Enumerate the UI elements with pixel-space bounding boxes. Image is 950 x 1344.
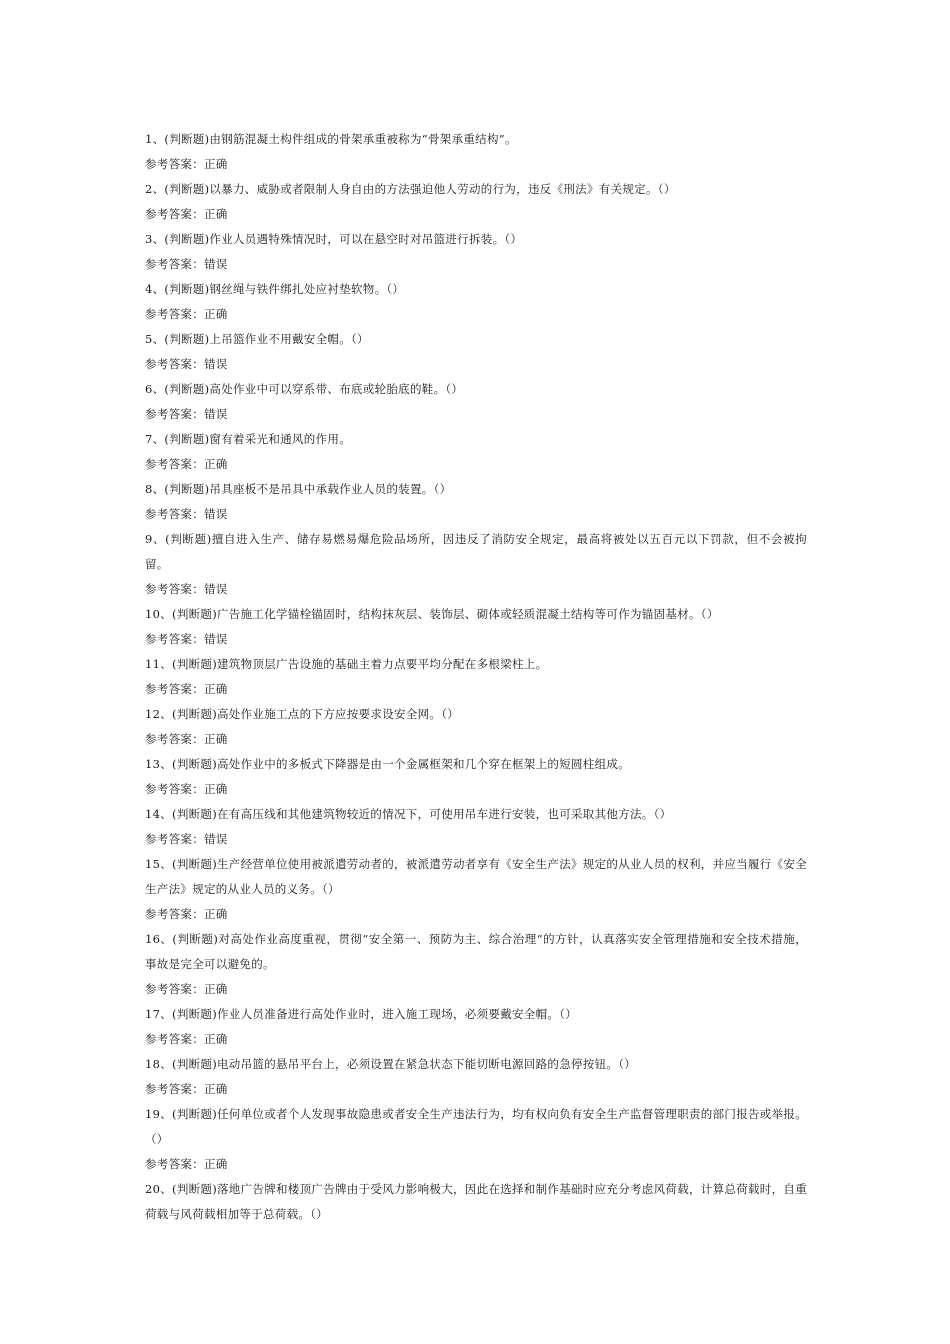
question-list: [145, 127, 807, 1227]
answer-prefix: 参考答案：: [145, 832, 204, 846]
answer-line: [145, 1027, 807, 1052]
answer-line: [145, 452, 807, 477]
answer-value: 正确: [204, 782, 228, 796]
answer-prefix: 参考答案：: [145, 507, 204, 521]
answer-line: [145, 977, 807, 1002]
question-text: 11、(判断题)建筑物顶层广告设施的基础主着力点要平均分配在多根梁柱上。: [145, 657, 548, 671]
question-text: 12、(判断题)高处作业施工点的下方应按要求设安全网。（）: [145, 707, 460, 721]
answer-line: [145, 252, 807, 277]
question-text: 17、(判断题)作业人员准备进行高处作业时，进入施工现场，必须要戴安全帽。（）: [145, 1007, 578, 1021]
question-text: 6、(判断题)高处作业中可以穿系带、布底或轮胎底的鞋。（）: [145, 382, 464, 396]
answer-value: 正确: [204, 157, 228, 171]
answer-prefix: 参考答案：: [145, 357, 204, 371]
answer-prefix: 参考答案：: [145, 682, 204, 696]
answer-value: 正确: [204, 1082, 228, 1096]
question-text: 7、(判断题)窗有着采光和通风的作用。: [145, 432, 351, 446]
answer-prefix: 参考答案：: [145, 1032, 204, 1046]
answer-value: 错误: [204, 407, 228, 421]
answer-value: 正确: [204, 307, 228, 321]
answer-line: [145, 302, 807, 327]
answer-value: 错误: [204, 832, 228, 846]
answer-prefix: 参考答案：: [145, 207, 204, 221]
answer-prefix: 参考答案：: [145, 457, 204, 471]
question-text: 5、(判断题)上吊篮作业不用戴安全帽。（）: [145, 332, 369, 346]
answer-prefix: 参考答案：: [145, 632, 204, 646]
answer-value: 正确: [204, 732, 228, 746]
answer-value: 错误: [204, 632, 228, 646]
answer-prefix: 参考答案：: [145, 307, 204, 321]
answer-prefix: 参考答案：: [145, 1082, 204, 1096]
question-text: 13、(判断题)高处作业中的多板式下降器是由一个金属框架和几个穿在框架上的短圆柱组成。: [145, 757, 631, 771]
question-text: 14、(判断题)在有高压线和其他建筑物较近的情况下，可使用吊车进行安装，也可采取其他方法。（）: [145, 807, 672, 821]
question-text: 3、(判断题)作业人员遇特殊情况时，可以在悬空时对吊篮进行拆装。（）: [145, 232, 523, 246]
answer-line: [145, 502, 807, 527]
answer-prefix: 参考答案：: [145, 157, 204, 171]
question-text: 9、(判断题)擅自进入生产、储存易燃易爆危险品场所，因违反了消防安全规定，最高将被处以五百元以下罚款，但不会被拘留。: [145, 532, 807, 571]
answer-prefix: 参考答案：: [145, 732, 204, 746]
question-text: 20、(判断题)落地广告牌和楼顶广告牌由于受风力影响极大，因此在选择和制作基础时应充分考虑风荷载，计算总荷载时，自重荷载与风荷载相加等于总荷载。（）: [145, 1182, 807, 1221]
answer-prefix: 参考答案：: [145, 782, 204, 796]
answer-line: [145, 827, 807, 852]
answer-value: 错误: [204, 257, 228, 271]
question-text: 4、(判断题)钢丝绳与铁件绑扎处应衬垫软物。（）: [145, 282, 405, 296]
question-text: 19、(判断题)任何单位或者个人发现事故隐患或者安全生产违法行为，均有权向负有安全生产监督管理职责的部门报告或举报。（）: [145, 1107, 807, 1146]
answer-value: 正确: [204, 907, 228, 921]
answer-line: [145, 677, 807, 702]
answer-line: [145, 1077, 807, 1102]
answer-prefix: 参考答案：: [145, 257, 204, 271]
answer-value: 正确: [204, 1032, 228, 1046]
question-text: 8、(判断题)吊具座板不是吊具中承载作业人员的装置。（）: [145, 482, 452, 496]
answer-value: 正确: [204, 457, 228, 471]
answer-prefix: 参考答案：: [145, 407, 204, 421]
answer-line: [145, 402, 807, 427]
answer-value: 错误: [204, 357, 228, 371]
answer-line: [145, 627, 807, 652]
answer-line: [145, 727, 807, 752]
answer-value: 正确: [204, 207, 228, 221]
answer-line: [145, 352, 807, 377]
question-text: 10、(判断题)广告施工化学锚栓锚固时，结构抹灰层、装饰层、砌体或轻质混凝土结构等可作为锚固基材。（）: [145, 607, 719, 621]
question-text: 1、(判断题)由钢筋混凝土构件组成的骨架承重被称为“骨架承重结构”。: [145, 132, 517, 146]
answer-value: 正确: [204, 1157, 228, 1171]
answer-prefix: 参考答案：: [145, 907, 204, 921]
answer-line: [145, 202, 807, 227]
answer-line: [145, 902, 807, 927]
question-text: 18、(判断题)电动吊篮的悬吊平台上，必须设置在紧急状态下能切断电源回路的急停按钮。（）: [145, 1057, 637, 1071]
answer-value: 错误: [204, 507, 228, 521]
question-text: 16、(判断题)对高处作业高度重视，贯彻“安全第一、预防为主、综合治理“的方针，认真落实安全管理措施和安全技术措施，事故是完全可以避免的。: [145, 932, 807, 971]
answer-prefix: 参考答案：: [145, 982, 204, 996]
answer-line: [145, 1152, 807, 1177]
answer-value: 正确: [204, 982, 228, 996]
answer-value: 错误: [204, 582, 228, 596]
answer-line: [145, 577, 807, 602]
answer-line: [145, 152, 807, 177]
answer-prefix: 参考答案：: [145, 582, 204, 596]
answer-value: 正确: [204, 682, 228, 696]
question-text: 15、(判断题)生产经营单位使用被派遣劳动者的，被派遣劳动者享有《安全生产法》规定的从业人员的权利，并应当履行《安全生产法》规定的从业人员的义务。（）: [145, 857, 807, 896]
answer-line: [145, 777, 807, 802]
question-text: 2、(判断题)以暴力、威胁或者限制人身自由的方法强迫他人劳动的行为，违反《刑法》有关规定。（）: [145, 182, 676, 196]
answer-prefix: 参考答案：: [145, 1157, 204, 1171]
